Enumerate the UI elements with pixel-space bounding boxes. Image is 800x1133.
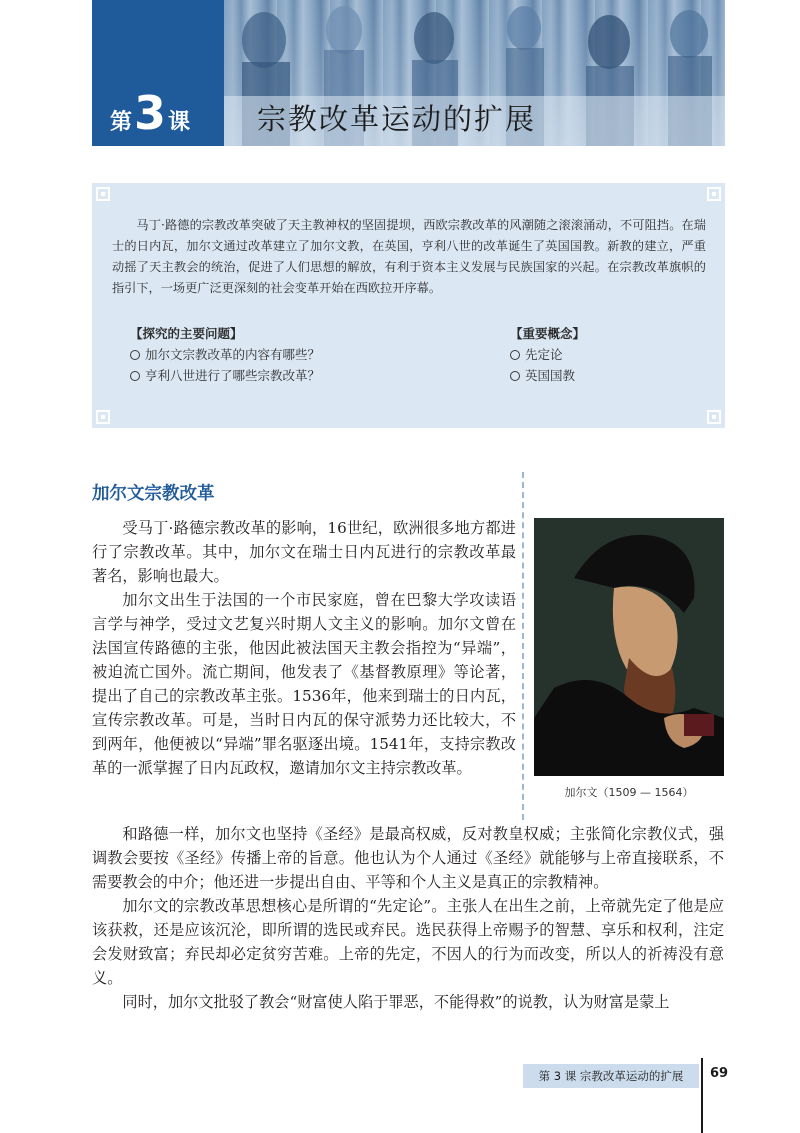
page-number: 69 [710, 1066, 729, 1081]
lesson-number: 3 [134, 86, 167, 140]
footer-lesson-label: 第 3 课 [538, 1069, 577, 1083]
lesson-suffix: 课 [168, 110, 191, 135]
corner-ornament-icon [96, 410, 110, 424]
lesson-banner [92, 0, 725, 146]
key-concepts [510, 323, 585, 386]
circle-bullet-icon [510, 371, 520, 381]
lesson-prefix: 第 [110, 110, 133, 135]
key-questions-heading: 【探究的主要问题】 [130, 326, 243, 341]
footer-rule [701, 1058, 703, 1133]
calvin-portrait-illustration [534, 518, 724, 776]
body-paragraph: 受马丁·路德宗教改革的影响，16世纪，欧洲很多地方都进行了宗教改革。其中，加尔文在瑞士日内瓦进行的宗教改革最著名，影响也最大。 [92, 519, 516, 585]
circle-bullet-icon [130, 371, 140, 381]
key-questions [130, 323, 320, 386]
corner-ornament-icon [96, 187, 110, 201]
lesson-intro-box [92, 183, 725, 428]
circle-bullet-icon [510, 350, 520, 360]
portrait-caption: 加尔文（1509 — 1564） [564, 786, 694, 799]
body-paragraph: 加尔文出生于法国的一个市民家庭，曾在巴黎大学攻读语言学与神学，受过文艺复兴时期人文主义的影响。加尔文曾在法国宣传路德的主张，他因此被法国天主教会指控为“异端”，被迫流亡国外。流亡期间，他发表了《基督教原理》等论著，提出了自己的宗教改革主张。1536年，他来到瑞士的日内瓦，宣传宗教改革。可是，当时日内瓦的保守派势力还比较大，不到两年，他便被以“异端”罪名驱逐出境。1541年，支持宗教改革的一派掌握了日内瓦政权，邀请加尔文主持宗教改革。 [92, 591, 516, 777]
body-paragraph: 和路德一样，加尔文也坚持《圣经》是最高权威，反对教皇权威；主张简化宗教仪式，强调教会要按《圣经》传播上帝的旨意。他也认为个人通过《圣经》就能够与上帝直接联系，不需要教会的中介；他还进一步提出自由、平等和个人主义是真正的宗教精神。 [92, 825, 724, 891]
key-question-item: 加尔文宗教改革的内容有哪些？ [130, 344, 320, 365]
footer-lesson-title: 宗教改革运动的扩展 [579, 1069, 684, 1083]
section-heading: 加尔文宗教改革 [92, 484, 215, 504]
corner-ornament-icon [707, 187, 721, 201]
calvin-portrait [534, 518, 724, 776]
key-concepts-heading: 【重要概念】 [510, 326, 586, 341]
key-concept-item: 先定论 [510, 344, 585, 365]
lesson-number-tag [92, 0, 224, 146]
intro-paragraph: 马丁·路德的宗教改革突破了天主教神权的坚固提坝，西欧宗教改革的风潮随之滚滚涌动，不可阻挡。在瑞士的日内瓦，加尔文通过改革建立了加尔文教，在英国，亨利八世的改革诞生了英国国教。新教的建立，严重动摇了天主教会的统治，促进了人们思想的解放，有利于资本主义发展与民族国家的兴起。在宗教改革旗帜的指引下，一场更广泛更深刻的社会变革开始在西欧拉开序幕。 [112, 218, 706, 295]
running-footer [523, 1064, 699, 1088]
corner-ornament-icon [707, 410, 721, 424]
body-paragraph: 同时，加尔文批驳了教会“财富使人陷于罪恶，不能得救”的说教，认为财富是蒙上 [122, 993, 670, 1011]
section-body-full-width [92, 822, 724, 1014]
section-body-left-column [92, 516, 516, 780]
circle-bullet-icon [130, 350, 140, 360]
key-concept-item: 英国国教 [510, 365, 585, 386]
lesson-title: 宗教改革运动的扩展 [257, 102, 537, 136]
key-question-item: 亨利八世进行了哪些宗教改革？ [130, 365, 320, 386]
column-divider [522, 472, 524, 820]
body-paragraph: 加尔文的宗教改革思想核心是所谓的“先定论”。主张人在出生之前，上帝就先定了他是应该获救，还是应该沉沦，即所谓的选民或弃民。选民获得上帝赐予的智慧、享乐和权利，注定会发财致富；弃民却必定贫穷苦难。上帝的先定，不因人的行为而改变，所以人的祈祷没有意义。 [92, 897, 724, 987]
